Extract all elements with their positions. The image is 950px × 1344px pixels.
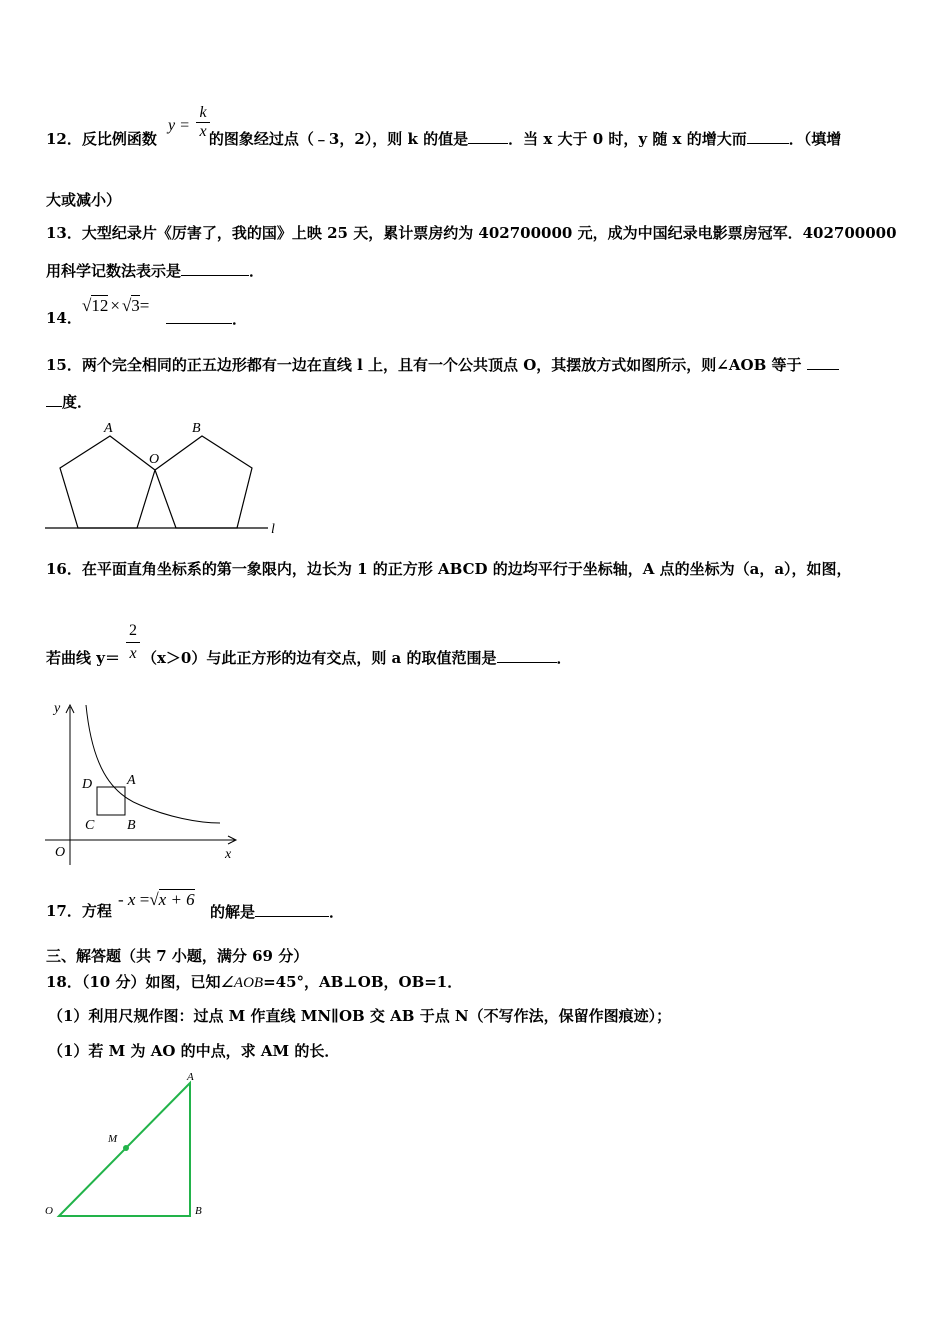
q17-blank[interactable] xyxy=(255,901,329,917)
q17-equation: - x =√x + 6 xyxy=(118,890,195,909)
label-o: O xyxy=(55,845,66,860)
q16-line2: 若曲线 y＝ （x＞0）与此正方形的边有交点，则 a 的取值范围是 ． xyxy=(46,649,572,667)
curve-y-2-over-x xyxy=(86,705,220,823)
label-d: D xyxy=(82,777,93,792)
q13-blank[interactable] xyxy=(181,260,249,276)
q14-expression: √12 × √3= xyxy=(82,296,150,315)
q18-sub1: （1）利用尺规作图：过点 M 作直线 MN∥OB 交 AB 于点 N（不写作法，保留作图痕迹）； xyxy=(48,1007,672,1025)
label-a: A xyxy=(187,1071,194,1083)
label-o: O xyxy=(149,452,160,467)
q15-blank-b[interactable] xyxy=(46,391,62,407)
q15-blank-a[interactable] xyxy=(807,354,839,370)
q18-stem: 18．（10 分）如图，已知∠AOB=45°，AB⊥OB，OB=1． xyxy=(46,973,463,991)
label-a: A xyxy=(104,421,113,436)
square-abcd xyxy=(97,787,125,815)
radical-sign-icon: √ xyxy=(149,890,159,909)
section-3-heading: 三、解答题（共 7 小题，满分 69 分） xyxy=(46,947,309,965)
q17-answer: 的解是 ． xyxy=(210,903,345,921)
q12-line2: 大或减小） xyxy=(46,191,122,209)
q16-blank[interactable] xyxy=(497,647,557,663)
label-y: y xyxy=(54,701,61,716)
point-m xyxy=(123,1145,129,1151)
q13-line1: 13．大型纪录片《厉害了，我的国》上映 25 天，累计票房约为 402700000 元，成为中国纪录电影票房冠军．402700000 xyxy=(46,224,897,242)
q14-blank[interactable] xyxy=(166,308,232,324)
label-c: C xyxy=(85,818,95,833)
q18-sub2: （1）若 M 为 AO 的中点，求 AM 的长． xyxy=(48,1042,340,1060)
q14-answer: ． xyxy=(166,308,247,329)
label-x: x xyxy=(225,847,232,862)
q12-eq-y: y = xyxy=(168,117,190,134)
pentagon-right xyxy=(155,436,252,528)
label-a: A xyxy=(127,773,136,788)
q16-curve-figure xyxy=(40,695,245,870)
radical-sign-icon: √ xyxy=(82,296,92,315)
q16-line1: 16．在平面直角坐标系的第一象限内，边长为 1 的正方形 ABCD 的边均平行于坐标轴，A 点的坐标为（a，a），如图， xyxy=(46,560,852,578)
q14-line: 14． xyxy=(46,309,82,327)
label-b: B xyxy=(195,1205,202,1217)
q15-line1: 15．两个完全相同的正五边形都有一边在直线 l 上，且有一个公共顶点 O，其摆放方式如图所示，则∠AOB 等于 xyxy=(46,354,839,375)
q13-line2: 用科学记数法表示是 ． xyxy=(46,262,265,280)
label-b: B xyxy=(192,421,201,436)
label-o: O xyxy=(45,1205,53,1217)
q16-frac: $\frac{2}{x}$ xyxy=(126,620,140,665)
pentagon-left xyxy=(60,436,155,528)
label-l: l xyxy=(271,522,275,537)
q15-pentagon-figure xyxy=(40,415,290,540)
q12-blank-trend[interactable] xyxy=(747,128,789,144)
label-m: M xyxy=(108,1133,118,1145)
q12-frac: $\frac{k}{x}$ xyxy=(196,104,210,141)
q12-blank-k[interactable] xyxy=(468,128,508,144)
q18-triangle-figure xyxy=(40,1068,220,1228)
radical-sign-icon: √ xyxy=(121,296,132,315)
q12-line1: 12．反比例函数 的图象经过点（﹣3，2），则 k 的值是 ．当 x 大于 0 时，y 随 x 的增大而 ．（填增 xyxy=(46,130,842,148)
q15-line2: 度． xyxy=(46,391,92,412)
q17-line: 17．方程 xyxy=(46,902,112,920)
label-b: B xyxy=(127,818,136,833)
